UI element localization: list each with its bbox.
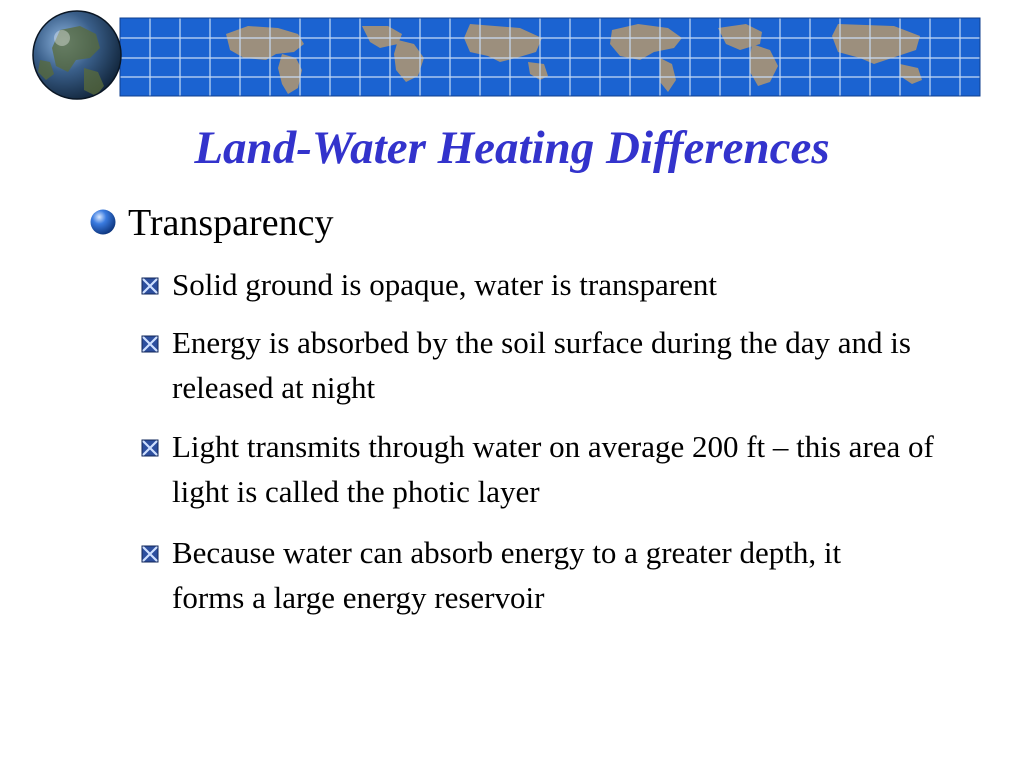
square-x-bullet-icon xyxy=(141,545,159,563)
sub-bullet-3: Light transmits through water on average 200 ft – this area of light is called the photic layer xyxy=(172,429,934,509)
sub-bullet-2: Energy is absorbed by the soil surface during the day and is released at night xyxy=(172,325,911,405)
world-map-grid-banner xyxy=(120,18,980,96)
slide-title: Land-Water Heating Differences xyxy=(194,122,830,174)
world-map-banner xyxy=(0,0,1024,110)
sub-bullet-4: Because water can absorb energy to a greater depth, it forms a large energy reservoir xyxy=(172,535,842,615)
square-x-bullet-icon xyxy=(141,277,159,295)
globe-icon xyxy=(33,11,121,99)
square-x-bullet-icon xyxy=(141,335,159,353)
sub-bullet-1: Solid ground is opaque, water is transparent xyxy=(172,267,717,302)
bullet-transparency: Transparency xyxy=(128,202,334,244)
blue-sphere-bullet-icon xyxy=(89,208,117,236)
square-x-bullet-icon xyxy=(141,439,159,457)
